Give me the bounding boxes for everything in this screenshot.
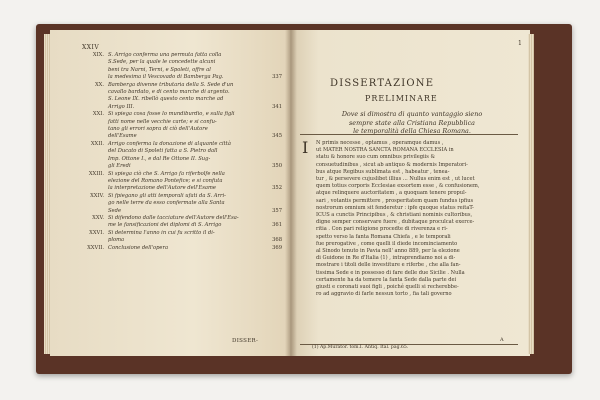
body-line: consuetudinibus , sicut ab antiquo & modernis Imperatori- [316, 161, 468, 168]
toc-line: S. Leone IX. ribellò questo cento marche ad [108, 96, 224, 103]
toc-line: la interpretazione dell'Autore dell'Esame [108, 185, 216, 192]
toc-entry-text [108, 111, 268, 141]
book-gutter [285, 30, 297, 356]
toc-entry-number: XXV. [92, 214, 104, 221]
toc-line: tano gli errori sopra di ciò dell'Autore [108, 126, 208, 133]
toc-entry-page: 350 [272, 163, 282, 170]
toc-entry [82, 52, 282, 82]
toc-entry [82, 193, 282, 215]
heading-line: sempre state alla Cristiana Repubblica [349, 118, 475, 127]
toc-line: ploma [108, 237, 125, 244]
toc-line: fatti nome nelle vecchie carte; e si confu- [108, 118, 217, 125]
body-line: giusti e coronati suoi figli , poiché quelli si recherebbe- [316, 284, 459, 291]
toc-entry [82, 245, 282, 252]
body-line: sari , votantis permittere , prosperitatem quam fundus ipfius [316, 197, 474, 204]
body-line: digne semper conservare fuere , dubitaque proculcat exerce- [316, 219, 475, 226]
body-line: tissima Sede e in possesso di fare delle due Sicilie . Nulla [316, 269, 465, 276]
toc-entry-number: XXVII. [87, 244, 104, 251]
body-line: spetto verso la fanta Romana Chiefa , e le temporali [316, 233, 451, 240]
table-of-contents [82, 52, 282, 252]
toc-entry-text [108, 193, 268, 215]
body-line: di Guidone in Re d'Italia (1) , intraprendiamo noi a di- [316, 255, 456, 262]
body-line: tur , & persevere cujuslibet illius ... Nullus enim est , ut lucet [316, 176, 475, 183]
footnote: (1) Ap.Murator. tom.I. Antiq. Ital. pag.65. [312, 345, 409, 350]
body-line: al Sinodo tenuto in Pavia nell' anno 889, per la elezione [316, 248, 460, 255]
body-line: atque relinquere auctoritatem , a quoquam tenere propul- [316, 190, 467, 197]
toc-entry-number: XXI. [92, 111, 104, 118]
toc-line: la medesima il Vescovado di Bamberga Pag. [108, 74, 224, 81]
right-page-number: 1 [518, 40, 522, 47]
toc-line: Si difendono dalle tacciature dell'Autore dell'Esa- [108, 214, 239, 221]
page-edges-right [528, 34, 534, 354]
toc-line: Si spiega ciò che S. Arrigo fa riferbolfe nella [108, 170, 225, 177]
toc-entry-page: 352 [272, 185, 282, 192]
heading-line: le temporalità della Chiesa Romana. [353, 127, 471, 136]
toc-entry-page: 368 [272, 237, 282, 244]
dissertation-title: DISSERTAZIONE [330, 78, 435, 89]
toc-line: elezione del Romano Pontefice; e si confuta [108, 177, 223, 184]
toc-entry-number: XX. [94, 81, 104, 88]
toc-line: Sede [108, 207, 122, 214]
toc-line: Arrigo conferma la donazione di alquante città [108, 140, 231, 147]
heading-rule [300, 134, 518, 135]
body-line: quem totius corporis Ecclesiae exsortem esse , & confusionem, [316, 183, 480, 190]
drop-cap: I [302, 138, 309, 157]
body-line: N primis necesse , optamus , operamque damus , [316, 140, 444, 146]
toc-line: me le fansificazioni dei diplomi di S. Arrigo [108, 222, 222, 229]
toc-entry-page: 337 [272, 74, 282, 81]
toc-entry [82, 82, 282, 112]
dissertation-subtitle: PRELIMINARE [365, 94, 438, 103]
right-catchword: A [500, 337, 504, 343]
toc-entry [82, 230, 282, 245]
toc-line: gli Eredi [108, 163, 131, 170]
body-line: ICUS a cunctis Principibus , & christiani nominis cultoribus, [316, 212, 473, 219]
toc-line: Arrigo III. [108, 103, 135, 110]
toc-line: Si determina l'anno in cui fu scritto il di- [108, 229, 215, 236]
toc-entry-text [108, 245, 268, 252]
toc-line: Conclusione dell'opera [108, 244, 169, 251]
toc-entry [82, 111, 282, 141]
toc-line: del Ducato di Spoleti fatta a S. Pietro dall [108, 148, 218, 155]
toc-line: cavallo bardato, e di cento marche di argento. [108, 89, 230, 96]
toc-line: S. Arrigo conferma una permuta fatta colla [108, 52, 222, 58]
body-line: ritia . Con pari religione procedte di riverenza e ri- [316, 226, 448, 233]
toc-entry-number: XXII. [90, 140, 104, 147]
toc-line: Bamberga divenne tributaria della S. Sede d'un [108, 81, 234, 88]
body-line: statu & honore suo cum omnibus privilegiis & [316, 154, 436, 161]
toc-line: S.Sede, per la quale le concedette alcuni [108, 59, 216, 66]
left-page-number: XXIV [82, 44, 100, 51]
toc-line: Si spiega cosa fosse lo mundiburdio, e sulla figli [108, 111, 235, 118]
body-line: ro ad aggravio di farle nessun torto , fia tali governo [316, 291, 452, 298]
toc-entry-page: 341 [272, 103, 282, 110]
toc-entry-number: XXVI. [89, 229, 104, 236]
body-line: nostrorum omnium sit fenderetur : ipfe quoque status reitaT- [316, 204, 474, 211]
toc-entry-page: 361 [272, 222, 282, 229]
toc-entry-text [108, 171, 268, 193]
dissertation-heading [312, 110, 512, 136]
toc-entry [82, 171, 282, 193]
body-line: bus atque Regibus sublimata est , habeatur , tenea- [316, 168, 450, 175]
body-line: certamente ha da temere la fanta Sede dalla parte dei [316, 276, 457, 283]
body-text [316, 140, 520, 298]
body-line: fue prerogative , come quelli il diede incominciamento [316, 240, 458, 247]
toc-entry [82, 215, 282, 230]
toc-entry-text [108, 52, 268, 82]
left-catchword: DISSER- [232, 338, 259, 344]
toc-line: go nelle terre da esso confermate alla Santa [108, 200, 225, 207]
toc-entry-text [108, 230, 268, 245]
toc-line: dell'Esame [108, 133, 137, 140]
toc-entry-number: XXIII. [88, 170, 104, 177]
toc-entry-page: 369 [272, 244, 282, 251]
heading-line: Dove si dimostra di quanto vantaggio sieno [341, 110, 483, 118]
toc-entry [82, 141, 282, 171]
toc-line: beni tra Narni, Terni, e Spoleti, offre al [108, 66, 211, 73]
body-line: mostrare i titoli delle investiture e riferbe , che alla fan- [316, 262, 461, 269]
toc-entry-text [108, 82, 268, 112]
toc-entry-page: 345 [272, 133, 282, 140]
toc-entry-text [108, 141, 268, 171]
toc-entry-number: XXIV. [90, 192, 104, 199]
toc-line: Si fpiegano gli atti temporali ufati da S. Arri- [108, 192, 226, 199]
toc-line: Imp. Ottone I., e dal Re Ottone II. Sug- [108, 155, 211, 162]
body-line: ut MATER NOSTRA SANCTA ROMANA ECCLESIA in [316, 147, 454, 154]
toc-entry-text [108, 215, 268, 230]
toc-entry-page: 357 [272, 207, 282, 214]
toc-entry-number: XIX. [92, 52, 104, 58]
